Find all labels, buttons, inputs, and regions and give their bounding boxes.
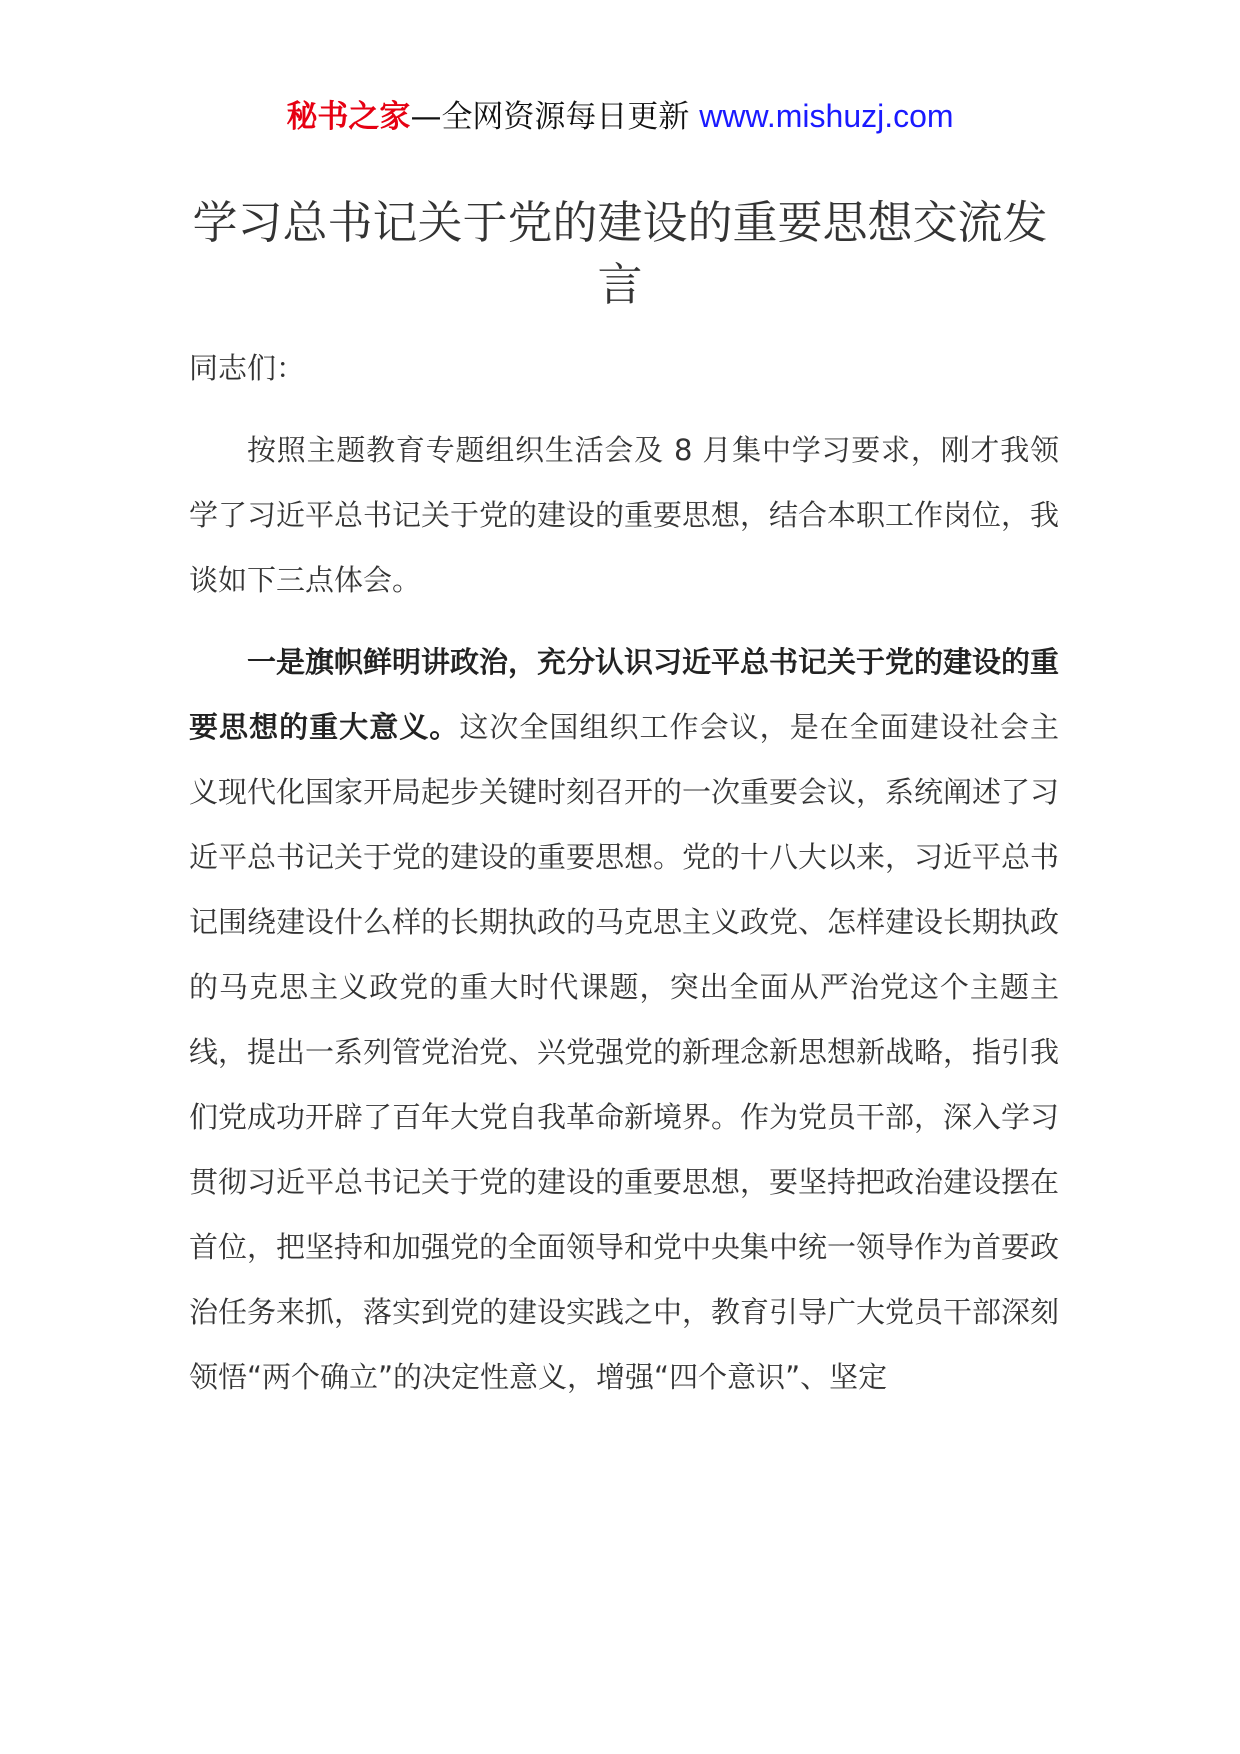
brand-name: 秘书之家: [286, 99, 411, 135]
header-tagline: —全网资源每日更新: [410, 99, 690, 135]
document-title: 学习总书记关于党的建设的重要思想交流发言: [192, 196, 1048, 311]
salutation: 同志们：: [189, 351, 306, 385]
paragraph-point-one-heading: 一是旗帜鲜明讲政治，充分认识习近平总书记关于党的建设的重要思想的重大意义。: [189, 645, 1060, 744]
paragraph-point-one: [189, 630, 1059, 1410]
paragraph-intro: 按照主题教育专题组织生活会及 8 月集中学习要求，刚才我领学了习近平总书记关于党的建设的重要思想，结合本职工作岗位，我谈如下三点体会。: [189, 433, 1060, 597]
document-body: [189, 336, 1059, 1410]
site-url-link[interactable]: www.mishuzj.com: [699, 98, 954, 134]
paragraph-point-one-body: 这次全国组织工作会议，是在全面建设社会主义现代化国家开局起步关键时刻召开的一次重要会议，系统阐述了习近平总书记关于党的建设的重要思想。党的十八大以来，习近平总书记围绕建设什么样的长期执政的马克思主义政党、怎样建设长期执政的马克思主义政党的重大时代课题，突出全面从严治党这个主题主线，提出一系列管党治党、兴党强党的新理念新思想新战略，指引我们党成功开辟了百年大党自我革命新境界。作为党员干部，深入学习贯彻习近平总书记关于党的建设的重要思想，要坚持把政治建设摆在首位，把坚持和加强党的全面领导和党中央集中统一领导作为首要政治任务来抓，落实到党的建设实践之中，教育引导广大党员干部深刻领悟“两个确立”的决定性意义，增强“四个意识”、坚定: [189, 710, 1060, 1394]
site-header: [0, 96, 1240, 137]
